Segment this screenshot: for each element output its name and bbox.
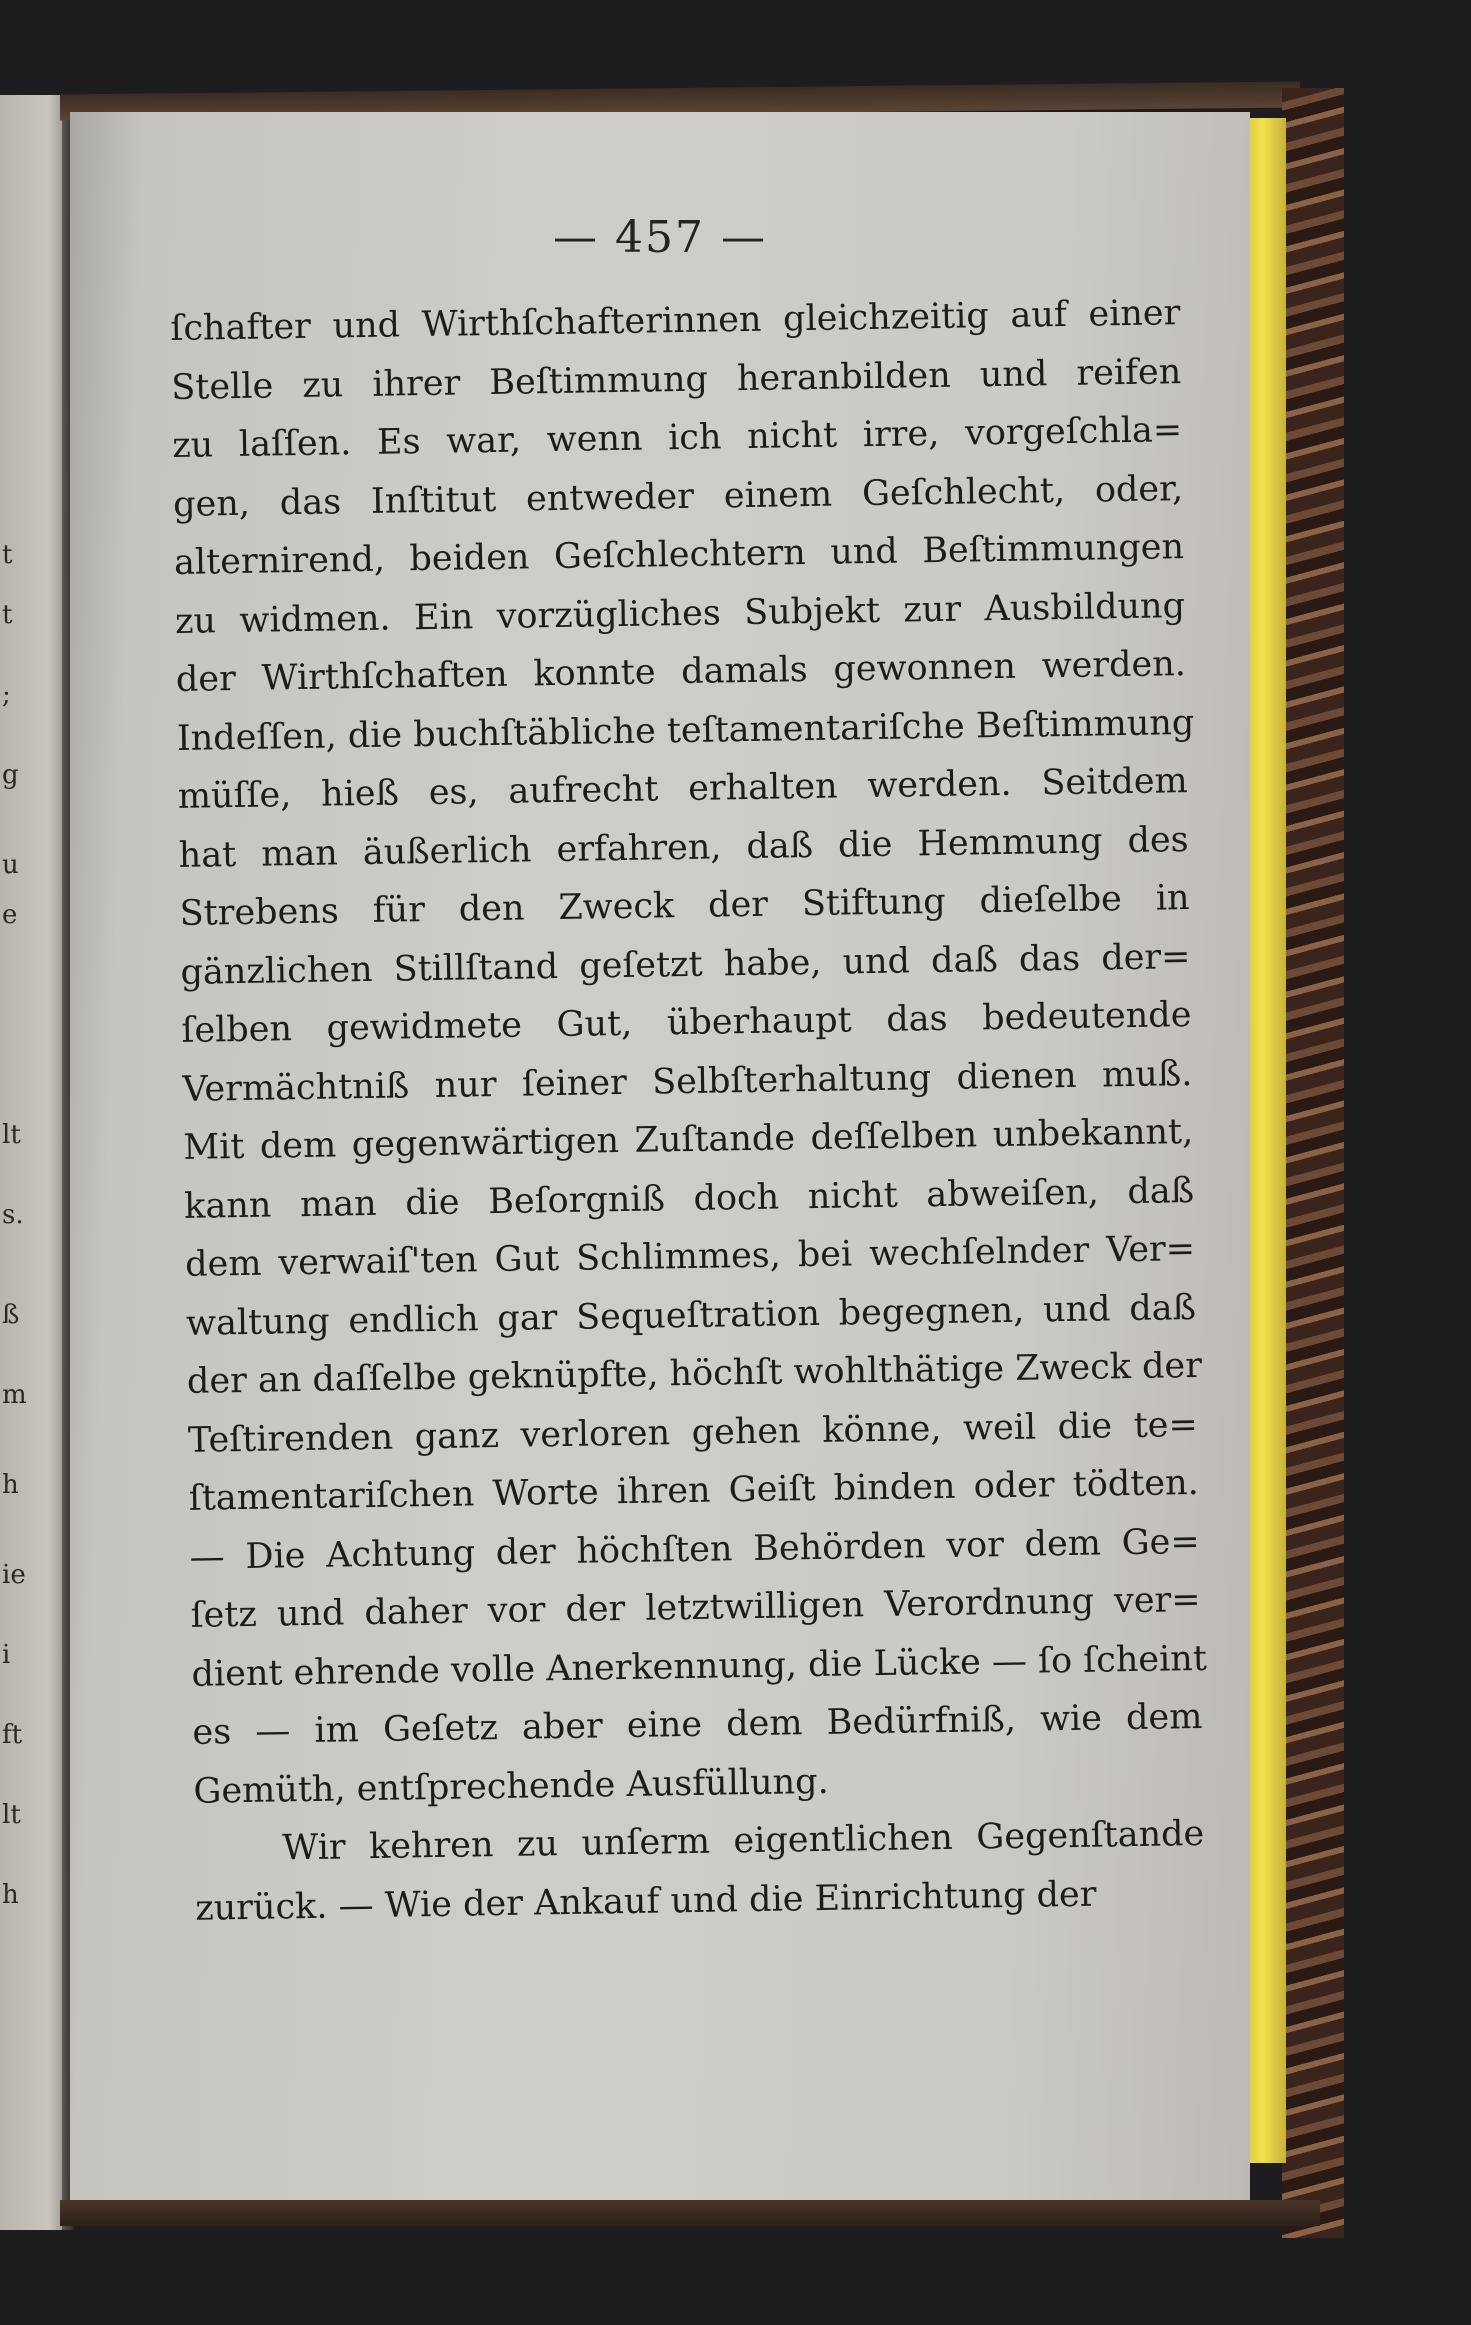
text-line: Teſtirenden ganz verloren gehen könne, weil die te= [187,1404,1199,1461]
text-line: der an daſſelbe geknüpfte, höchſt wohlthätige Zweck der [186,1345,1203,1402]
text-line: alternirend, beiden Geſchlechtern und Beſtimmungen [173,527,1185,583]
text-line: ſelben gewidmete Gut, überhaupt das bedeutende [181,995,1192,1051]
left-page-fragment: t [2,600,13,630]
page-block-edge [1244,118,1286,2163]
text-line: gen, das Inſtitut entweder einem Geſchlecht, oder, [172,468,1184,525]
text-line: zu widmen. Ein vorzügliches Subjekt zur Ausbildung [174,585,1186,642]
text-line: ſetz und daher vor der letztwilligen Verordnung ver= [190,1579,1201,1636]
cover-board-bottom [60,2200,1320,2226]
left-page-fragment: lt [2,1120,21,1150]
text-line: Wir kehren zu unſerm eigentlichen Gegenſtande [282,1813,1205,1869]
text-line: hat man äußerlich erfahren, daß die Hemmung des [178,819,1189,876]
left-page-fragment: s. [2,1200,24,1230]
text-line: zurück. — Wie der Ankauf und die Einrichtung der [194,1874,1097,1929]
left-page-fragment: lt [2,1800,21,1830]
left-page-fragment: t [2,540,13,570]
text-line: dem verwaiſ'ten Gut Schlimmes, bei wechſelnder Ver= [184,1229,1196,1285]
left-page-fragment: u [2,850,19,880]
left-page-fragment: m [2,1380,27,1410]
left-page-fragment: ie [2,1560,26,1590]
text-line: der Wirthſchaften konnte damals gewonnen werden. [175,644,1187,700]
page-number: — 457 — [553,212,767,263]
text-line: Vermächtniß nur ſeiner Selbſterhaltung dienen muß. [182,1053,1193,1110]
left-page-fragment: h [2,1470,19,1500]
right-page [70,112,1250,2200]
text-line: zu laſſen. Es war, wenn ich nicht irre, vorgeſchla= [171,410,1183,466]
text-line: es — im Geſetz aber eine dem Bedürfniß, wie dem [192,1696,1203,1753]
text-line: Strebens für den Zweck der Stiftung dieſelbe in [179,878,1190,934]
text-line: waltung endlich gar Sequeſtration begegnen, und daß [185,1287,1197,1344]
text-line: Stelle zu ihrer Beſtimmung heranbilden und reifen [171,351,1182,408]
left-page-fragment: ß [2,1300,20,1330]
left-page-fragment: ft [2,1720,23,1750]
text-line: ſchafter und Wirthſchafterinnen gleichzeitig auf einer [170,293,1181,349]
text-line: Mit dem gegenwärtigen Zuſtande deſſelben unbekannt, [183,1112,1194,1168]
text-line: Indeſſen, die buchſtäbliche teſtamentariſche Beſtimmung [176,702,1195,759]
left-page-fragment: i [2,1640,11,1670]
text-line: ſtamentariſchen Worte ihren Geiſt binden oder tödten. [188,1462,1200,1519]
text-line: dient ehrende volle Anerkennung, die Lücke — ſo ſcheint [191,1638,1208,1695]
marbled-cover-edge [1282,88,1344,2238]
left-page-edge [0,95,70,2230]
text-line: müſſe, hieß es, aufrecht erhalten werden. Seitdem [177,761,1188,817]
text-line: Gemüth, entſprechende Ausfüllung. [193,1761,829,1812]
left-page-fragment: h [2,1880,19,1910]
text-line: — Die Achtung der höchſten Behörden vor dem Ge= [189,1521,1200,1578]
left-page-fragment: ; [2,680,11,710]
text-line: gänzlichen Stillſtand geſetzt habe, und daß das der= [180,936,1191,993]
body-text [170,284,1206,1938]
left-page-fragment: e [2,900,18,930]
left-page-fragment: g [2,760,19,790]
text-line: kann man die Beſorgniß doch nicht abweiſen, daß [183,1170,1195,1227]
